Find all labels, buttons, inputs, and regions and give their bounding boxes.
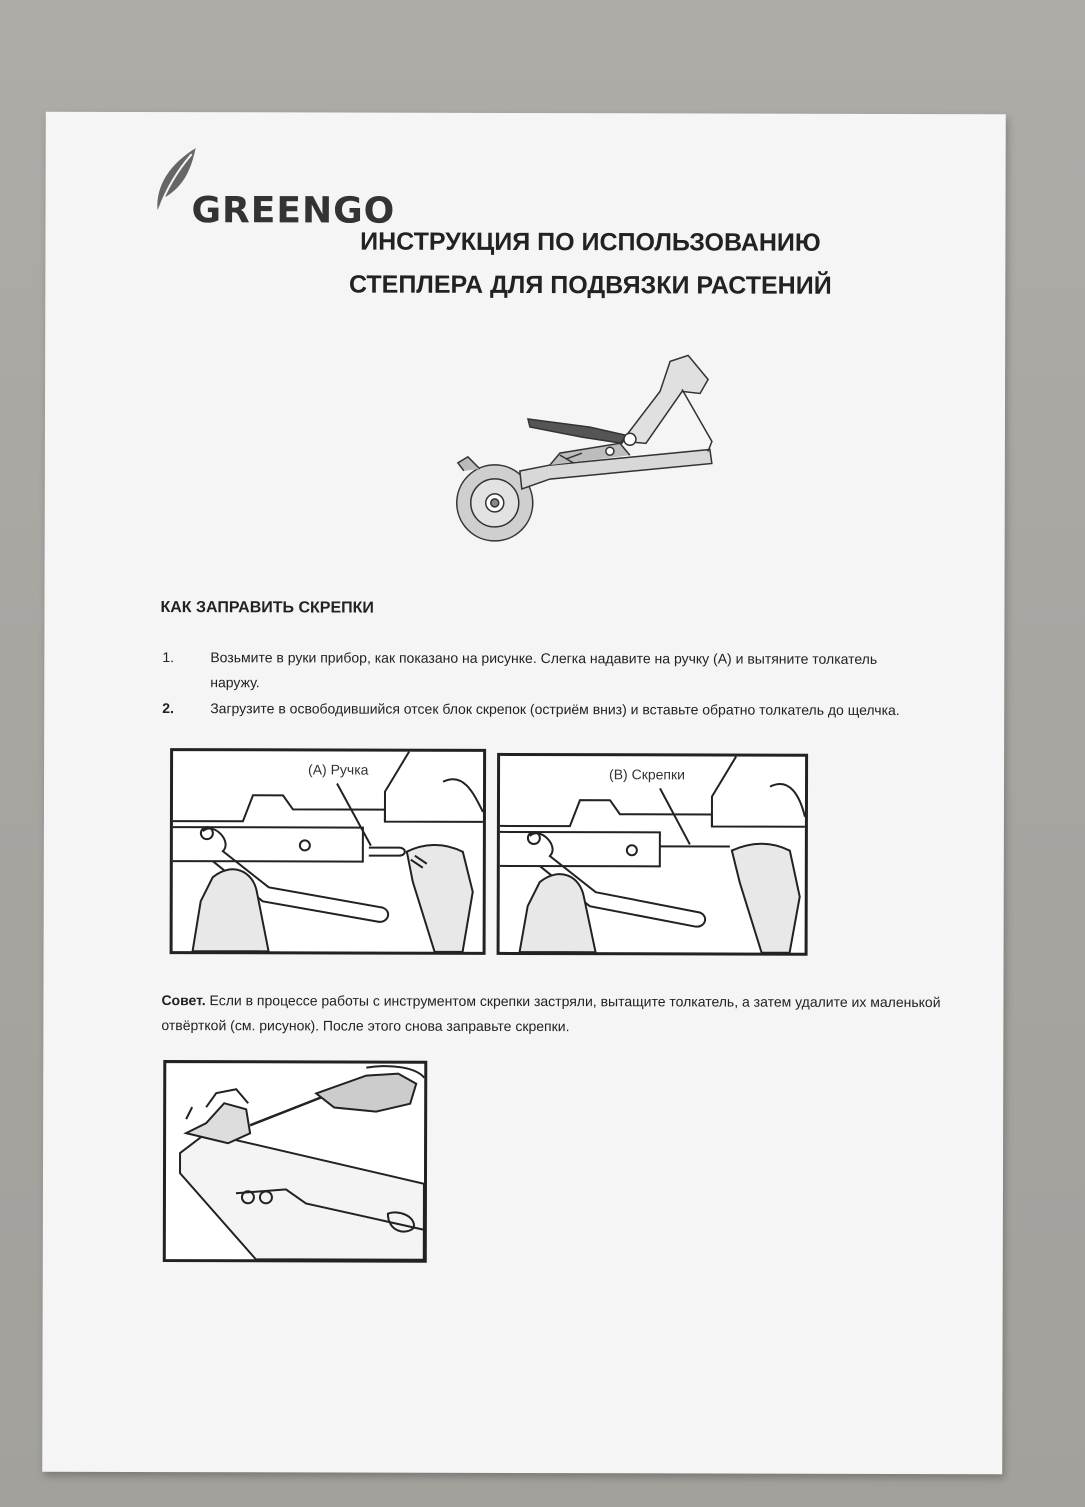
figure-staples: [497, 753, 809, 956]
figure-screwdriver: [163, 1060, 428, 1263]
step-text: Загрузите в освободившийся отсек блок скрепок (остриём вниз) и вставьте обратно толкатель до щелчка.: [210, 700, 900, 718]
step-text: Возьмите в руки прибор, как показано на рисунке. Слегка надавите на ручку (А) и вытяните толкатель: [210, 649, 878, 667]
figure-handle: [170, 748, 487, 955]
step-number: 2.: [162, 700, 174, 717]
figure-label: (В) Скрепки: [606, 766, 688, 782]
brand-name: GREENGO: [191, 190, 396, 232]
tip-label: Совет.: [161, 992, 206, 1009]
title-line-1: ИНСТРУКЦИЯ ПО ИСПОЛЬЗОВАНИЮ: [360, 227, 821, 257]
handle-illustration: [173, 751, 484, 952]
tip-text: Если в процессе работы с инструментом скрепки застряли, вытащите толкатель, а затем удалите их маленькой отвёрткой (см. рисунок). После этого снова заправьте скрепки.: [161, 992, 941, 1035]
step-number: 1.: [162, 649, 175, 666]
tip-paragraph: [161, 988, 981, 1040]
section-heading: КАК ЗАПРАВИТЬ СКРЕПКИ: [160, 599, 374, 617]
instruction-sheet: [42, 112, 1006, 1475]
step-2: [162, 700, 1004, 718]
staples-illustration: [500, 756, 806, 953]
tapener-illustration: [450, 331, 731, 552]
title-line-2: СТЕПЛЕРА ДЛЯ ПОДВЯЗКИ РАСТЕНИЙ: [348, 270, 832, 300]
figure-label: (А) Ручка: [305, 761, 371, 777]
screwdriver-illustration: [166, 1063, 425, 1260]
brand-logo: [152, 146, 412, 232]
step-1-continuation: наружу.: [210, 674, 260, 691]
